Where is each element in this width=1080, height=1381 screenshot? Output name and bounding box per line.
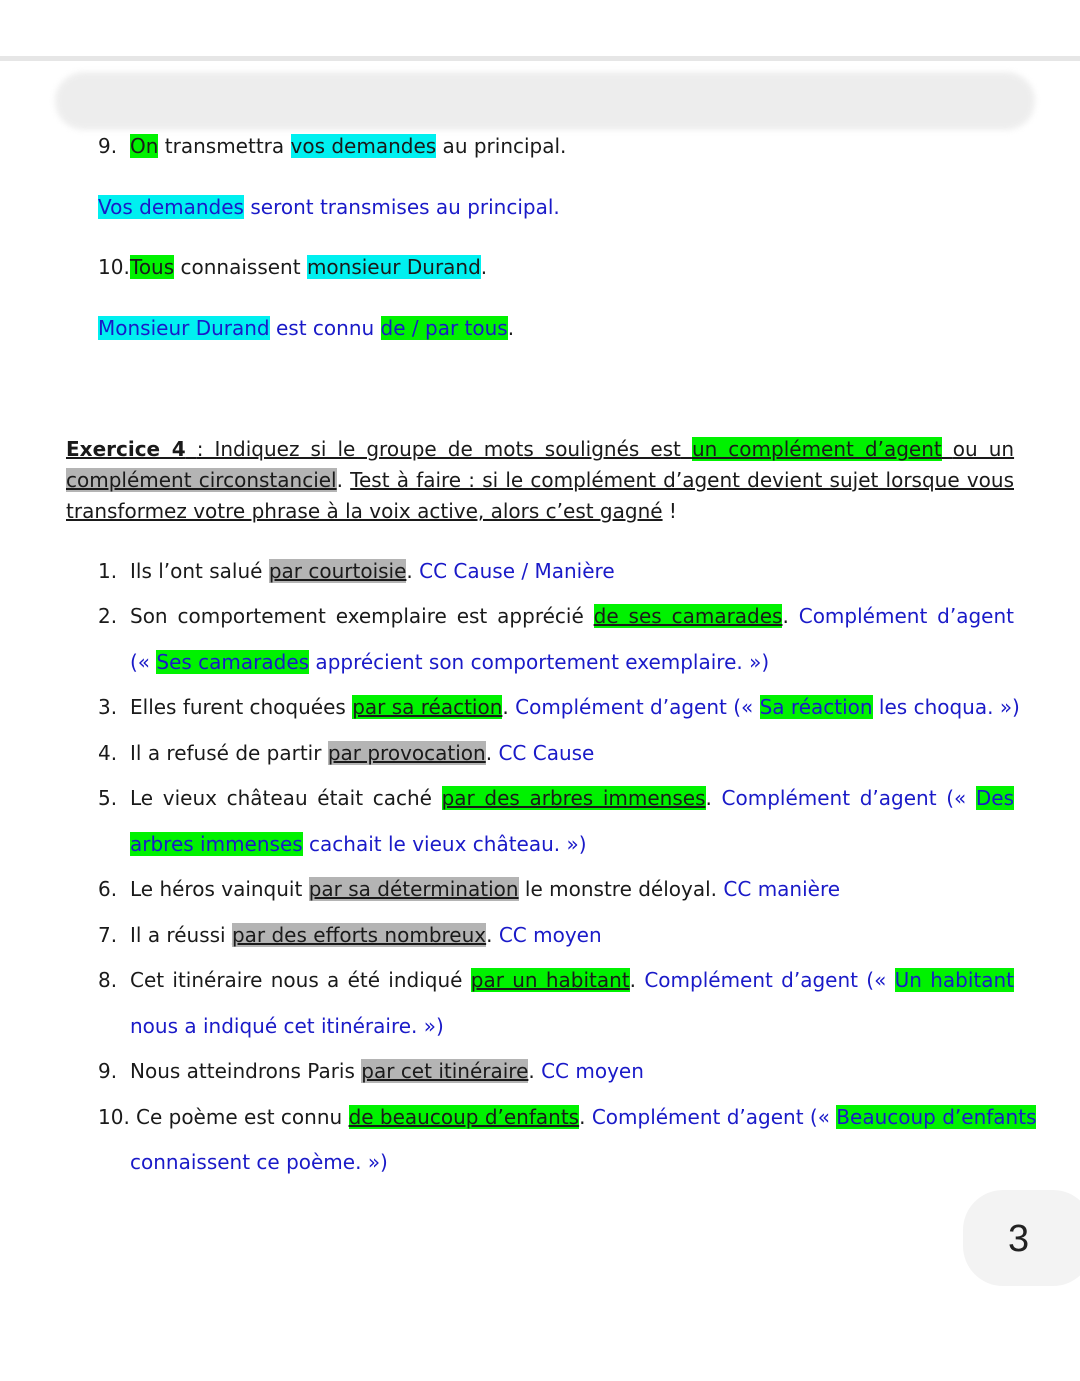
sentence-10 — [98, 253, 488, 281]
text: Nous atteindrons Paris — [130, 1059, 362, 1083]
answer: Complément d’agent (« — [644, 968, 895, 992]
cc-highlight: par des efforts nombreux — [231, 923, 487, 947]
exercise-title: Exercice 4 — [66, 437, 186, 461]
text: est connu — [269, 316, 381, 340]
agent-label-highlight: un complément d’agent — [691, 437, 942, 461]
redacted-scribble — [55, 72, 1035, 130]
item-number: 2. — [98, 604, 118, 628]
agent-highlight: Beaucoup d’enfants — [836, 1105, 1037, 1129]
text: les choqua. ») — [872, 695, 1020, 719]
list-item — [98, 966, 1015, 994]
list-item — [98, 875, 841, 903]
item-number: 8. — [98, 968, 118, 992]
agent-highlight: par un habitant — [470, 968, 630, 992]
list-item-continuation — [130, 648, 769, 676]
text: . — [502, 695, 516, 719]
list-item-continuation — [130, 1012, 444, 1040]
text: nous a indiqué cet itinéraire. ») — [130, 1014, 444, 1038]
item-number: 10. — [98, 255, 130, 279]
text: . — [486, 923, 499, 947]
cc-highlight: par cet itinéraire — [361, 1059, 529, 1083]
agent-highlight: de / par tous — [380, 316, 508, 340]
text: cachait le vieux château. ») — [302, 832, 587, 856]
answer: Complément d’agent (« — [515, 695, 760, 719]
agent-highlight: de ses camarades — [593, 604, 783, 628]
answer: CC Cause — [498, 741, 595, 765]
cc-highlight: par courtoisie — [268, 559, 407, 583]
text: . — [705, 786, 722, 810]
list-item — [98, 602, 1014, 630]
text: . — [782, 604, 799, 628]
subject-highlight: Monsieur Durand — [98, 316, 270, 340]
answer: CC moyen — [498, 923, 602, 947]
text: (« — [130, 650, 157, 674]
text: Ce poème est connu — [136, 1105, 349, 1129]
text: connaissent ce poème. ») — [130, 1150, 388, 1174]
exercise-instruction-line-3 — [66, 497, 677, 525]
item-number: 3. — [98, 695, 118, 719]
agent-highlight: Sa réaction — [759, 695, 873, 719]
text: Le vieux château était caché — [130, 786, 442, 810]
agent-highlight: Des — [975, 786, 1015, 810]
list-item — [98, 693, 1020, 721]
agent-highlight: arbres immenses — [130, 832, 303, 856]
list-item-continuation — [130, 830, 587, 858]
list-item — [98, 1057, 644, 1085]
answer: Complément d’agent (« — [721, 786, 976, 810]
text: Test à faire : si le complément d’agent devient sujet lorsque vous — [350, 468, 1014, 492]
text: transformez votre phrase à la voix active, alors c’est gagné — [66, 499, 663, 523]
text: le monstre déloyal. — [518, 877, 724, 901]
text: Ils l’ont salué — [130, 559, 269, 583]
viewer-top-bar — [0, 0, 1080, 61]
subject-highlight: On — [130, 134, 159, 158]
text: seront transmises au principal. — [243, 195, 560, 219]
page-number: 3 — [1008, 1218, 1030, 1260]
item-number: 1. — [98, 559, 118, 583]
text: apprécient son comportement exemplaire. ») — [309, 650, 770, 674]
text: ! — [662, 499, 677, 523]
text: . — [629, 968, 645, 992]
item-number: 7. — [98, 923, 118, 947]
item-number: 4. — [98, 741, 118, 765]
object-highlight: monsieur Durand — [306, 255, 481, 279]
text: au principal. — [436, 134, 567, 158]
text: . — [406, 559, 420, 583]
item-number: 5. — [98, 786, 118, 810]
text: Son comportement exemplaire est apprécié — [130, 604, 594, 628]
answer: Complément d’agent — [798, 604, 1014, 628]
text: connaissent — [174, 255, 307, 279]
text: Elles furent choquées — [130, 695, 353, 719]
exercise-instruction-line-2 — [66, 466, 1014, 494]
text: . — [528, 1059, 542, 1083]
agent-highlight: par des arbres immenses — [441, 786, 706, 810]
cc-highlight: par provocation — [327, 741, 486, 765]
object-highlight: vos demandes — [290, 134, 437, 158]
item-number: 10. — [98, 1105, 130, 1129]
list-item-continuation — [130, 1148, 388, 1176]
cc-label-highlight: complément circonstanciel — [66, 468, 337, 492]
subject-highlight: Vos demandes — [98, 195, 244, 219]
text: Il a refusé de partir — [130, 741, 328, 765]
text: . — [579, 1105, 592, 1129]
text: Il a réussi — [130, 923, 232, 947]
answer: CC manière — [723, 877, 841, 901]
agent-highlight: Ses camarades — [156, 650, 310, 674]
sentence-9 — [98, 132, 567, 160]
subject-highlight: Tous — [130, 255, 175, 279]
list-item — [98, 921, 602, 949]
answer: CC Cause / Manière — [419, 559, 615, 583]
cc-highlight: par sa détermination — [308, 877, 519, 901]
item-number: 9. — [98, 1059, 118, 1083]
text: . — [485, 741, 499, 765]
text: : Indiquez si le groupe de mots soulignés est — [196, 437, 681, 461]
text: . — [507, 316, 515, 340]
exercise-instruction-line-1 — [66, 435, 1014, 463]
sentence-9-answer — [98, 193, 560, 221]
answer: CC moyen — [541, 1059, 644, 1083]
text: . — [336, 468, 343, 492]
list-item — [98, 1103, 1037, 1131]
agent-highlight: de beaucoup d’enfants — [348, 1105, 580, 1129]
text: Cet itinéraire nous a été indiqué — [130, 968, 471, 992]
sentence-10-answer — [98, 314, 514, 342]
item-number: 9. — [98, 134, 118, 158]
list-item — [98, 739, 595, 767]
agent-highlight: par sa réaction — [352, 695, 503, 719]
text: ou un — [952, 437, 1015, 461]
agent-highlight: Un habitant — [894, 968, 1015, 992]
text: Le héros vainquit — [130, 877, 309, 901]
list-item — [98, 557, 615, 585]
text: . — [480, 255, 488, 279]
item-number: 6. — [98, 877, 118, 901]
answer: Complément d’agent (« — [591, 1105, 837, 1129]
text: transmettra — [158, 134, 291, 158]
list-item — [98, 784, 1015, 812]
